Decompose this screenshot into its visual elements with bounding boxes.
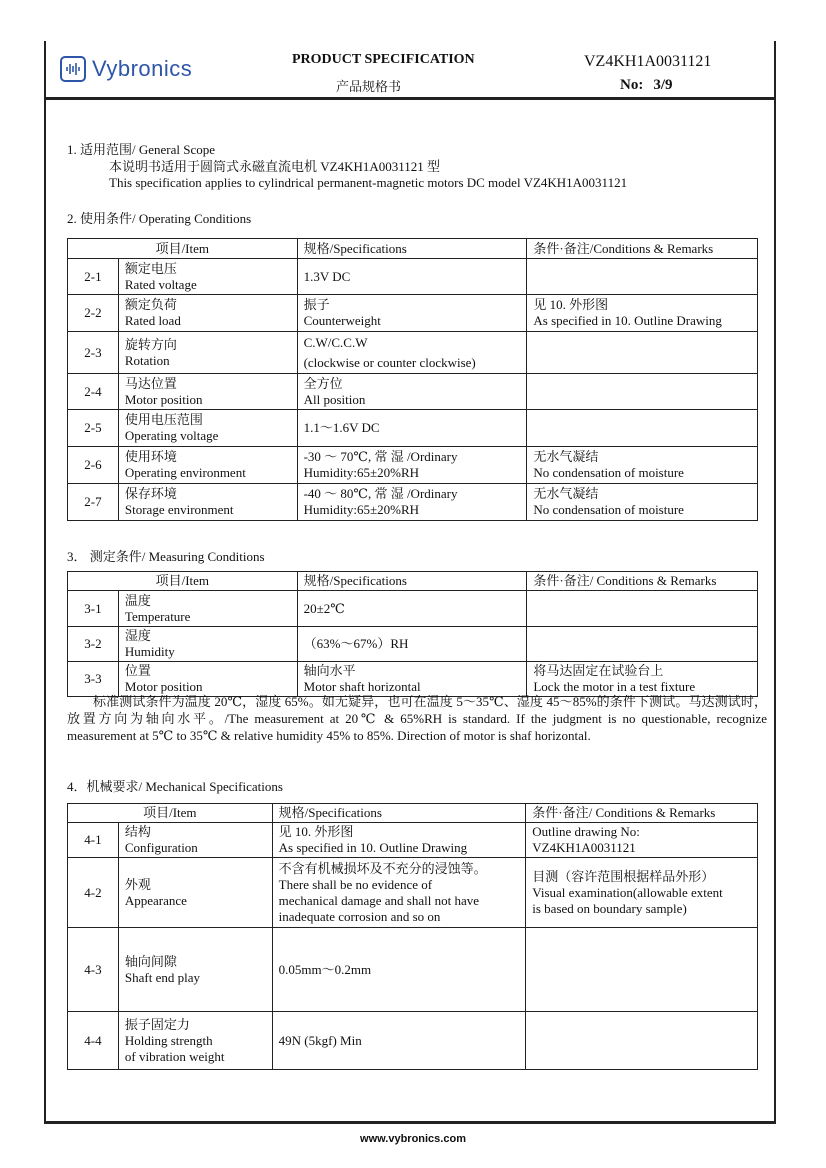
spec-line: C.W/C.C.W <box>303 334 368 350</box>
row-item <box>118 1012 272 1070</box>
row-spec <box>272 858 526 928</box>
item-en: Motor position <box>124 391 203 407</box>
row-remarks <box>527 332 758 374</box>
spec-line: inadequate corrosion and so on <box>278 908 441 924</box>
item-en: Motor position <box>124 679 203 694</box>
section-2-title: 2. 使用条件/ Operating Conditions <box>67 211 252 226</box>
remark-line: Visual examination(allowable extent <box>532 884 723 900</box>
row-spec <box>297 332 527 374</box>
row-remarks <box>527 484 758 521</box>
row-remarks <box>526 823 758 858</box>
header-remarks: 条件·备注/ Conditions & Remarks <box>527 572 758 591</box>
table-row <box>68 447 758 484</box>
table-row <box>68 1012 758 1070</box>
item-line: of vibration weight <box>124 1048 225 1064</box>
table-row <box>68 374 758 410</box>
spec-line: Motor shaft horizontal <box>303 679 421 694</box>
row-spec <box>297 591 527 627</box>
spec-line: 见 10. 外形图 <box>278 824 354 839</box>
row-spec <box>297 295 527 332</box>
row-spec <box>297 447 527 484</box>
measuring-conditions-table <box>67 571 758 697</box>
row-remarks <box>527 374 758 410</box>
item-cn: 温度 <box>124 592 151 608</box>
table-header-row <box>68 804 758 823</box>
table-row <box>68 332 758 374</box>
item-en: Rated load <box>124 313 181 328</box>
spec-line: 20±2℃ <box>303 600 345 616</box>
item-en: Temperature <box>124 608 191 624</box>
header-remarks: 条件·备注/Conditions & Remarks <box>527 239 758 259</box>
row-number: 2-4 <box>68 374 119 410</box>
spec-line: Counterweight <box>303 313 381 328</box>
page-number-label: No: <box>620 77 644 93</box>
row-number: 3-3 <box>68 662 119 697</box>
row-number: 3-1 <box>68 591 119 627</box>
table-row <box>68 484 758 521</box>
item-line: 结构 <box>124 824 151 839</box>
item-en: Rated voltage <box>124 276 197 292</box>
spec-line: （63%～67%）RH <box>303 636 409 651</box>
waveform-icon <box>60 56 86 82</box>
row-item <box>118 591 297 627</box>
table-row <box>68 858 758 928</box>
row-spec <box>272 823 526 858</box>
remark-line: 见 10. 外形图 <box>533 297 609 312</box>
operating-conditions-table <box>67 238 758 521</box>
row-item <box>118 410 297 447</box>
spec-line: 不含有机械损坏及不充分的浸蚀等。 <box>278 860 487 876</box>
row-item <box>118 858 272 928</box>
row-item <box>118 259 297 295</box>
row-number: 2-7 <box>68 484 119 521</box>
table-header-row <box>68 239 758 259</box>
row-number: 4-3 <box>68 928 119 1012</box>
spec-line: There shall be no evidence of <box>278 876 433 892</box>
remark-line: 无水气凝结 <box>533 449 599 464</box>
spec-line: Humidity:65±20%RH <box>303 502 420 517</box>
document-title: PRODUCT SPECIFICATION <box>292 52 475 67</box>
row-item <box>118 447 297 484</box>
row-remarks <box>527 295 758 332</box>
row-item <box>118 928 272 1012</box>
vybronics-logo <box>60 56 192 82</box>
remark-line: No condensation of moisture <box>533 502 684 517</box>
row-spec <box>297 410 527 447</box>
row-number: 4-1 <box>68 823 119 858</box>
row-number: 2-2 <box>68 295 119 332</box>
row-number: 3-2 <box>68 627 119 662</box>
row-spec <box>297 259 527 295</box>
spec-line: 49N (5kgf) Min <box>278 1032 362 1048</box>
page-number <box>620 77 673 94</box>
logo-text: Vybronics <box>92 56 193 81</box>
spec-line <box>304 486 521 502</box>
table-row <box>68 928 758 1012</box>
item-en: Rotation <box>124 352 170 368</box>
row-number: 2-5 <box>68 410 119 447</box>
item-en: Storage environment <box>124 502 234 517</box>
spec-line <box>304 449 521 465</box>
header-specifications: 规格/Specifications <box>272 804 526 823</box>
row-number: 2-6 <box>68 447 119 484</box>
row-item <box>118 295 297 332</box>
row-remarks <box>527 259 758 295</box>
item-cn: 使用电压范围 <box>124 412 203 427</box>
row-item <box>118 332 297 374</box>
row-number: 4-4 <box>68 1012 119 1070</box>
header-specifications: 规格/Specifications <box>297 572 527 591</box>
item-line: 轴向间隙 <box>124 953 177 969</box>
row-remarks <box>527 662 758 697</box>
row-spec <box>272 1012 526 1070</box>
spec-line: 0.05mm～0.2mm <box>278 961 372 977</box>
row-number: 2-3 <box>68 332 119 374</box>
item-cn: 位置 <box>124 663 151 678</box>
spec-line: As specified in 10. Outline Drawing <box>278 840 468 855</box>
item-en: Operating environment <box>124 465 246 480</box>
row-remarks <box>526 1012 758 1070</box>
row-item <box>118 662 297 697</box>
header-item: 项目/Item <box>68 572 298 591</box>
row-spec <box>297 627 527 662</box>
row-number: 2-1 <box>68 259 119 295</box>
item-line: Shaft end play <box>124 969 200 985</box>
row-number: 4-2 <box>68 858 119 928</box>
row-remarks <box>527 410 758 447</box>
header-item: 项目/Item <box>68 804 273 823</box>
header-remarks: 条件·备注/ Conditions & Remarks <box>526 804 758 823</box>
row-remarks <box>527 447 758 484</box>
item-cn: 使用环境 <box>124 449 177 464</box>
spec-line: 1.3V DC <box>303 268 351 284</box>
table-row <box>68 295 758 332</box>
item-line: Configuration <box>124 840 198 855</box>
item-cn: 保存环境 <box>124 486 177 501</box>
document-code: VZ4KH1A0031121 <box>584 53 712 70</box>
spec-line: mechanical damage and shall not have <box>278 892 480 908</box>
row-remarks <box>526 858 758 928</box>
row-spec <box>297 662 527 697</box>
header-specifications: 规格/Specifications <box>297 239 527 259</box>
item-line: 外观 <box>124 876 151 892</box>
row-item <box>118 374 297 410</box>
item-en: Operating voltage <box>124 428 219 443</box>
section-1-line-cn: 本说明书适用于圆筒式永磁直流电机 VZ4KH1A0031121 型 <box>109 159 441 174</box>
row-item <box>118 484 297 521</box>
remark-line: 无水气凝结 <box>533 486 599 501</box>
remark-line: No condensation of moisture <box>533 465 684 480</box>
table-row <box>68 823 758 858</box>
remark-line: 将马达固定在试验台上 <box>533 663 664 678</box>
table-header-row <box>68 572 758 591</box>
spec-line: 振子 <box>303 297 330 312</box>
item-cn: 湿度 <box>124 628 151 643</box>
row-item <box>118 823 272 858</box>
header-rule <box>44 97 776 100</box>
section-3-title: 3． 测定条件/ Measuring Conditions <box>67 549 265 564</box>
table-row <box>68 627 758 662</box>
item-line: Appearance <box>124 892 187 908</box>
item-line: 振子固定力 <box>124 1016 190 1032</box>
remark-line: Lock the motor in a test fixture <box>533 679 696 694</box>
table-row <box>68 591 758 627</box>
spec-line: Humidity:65±20%RH <box>303 465 420 480</box>
table-row <box>68 410 758 447</box>
spec-line: 轴向水平 <box>303 663 356 678</box>
spec-text: -30 ～ 70℃, 常 湿 /Ordinary <box>303 449 458 464</box>
spec-line: 全方位 <box>303 375 343 391</box>
document-subtitle: 产品规格书 <box>336 79 402 94</box>
row-spec <box>297 484 527 521</box>
remark-line: Outline drawing No: <box>532 824 640 839</box>
section-1-line-en: This specification applies to cylindrical permanent-magnetic motors DC model VZ4KH1A0031121 <box>109 175 628 190</box>
footer-url[interactable]: www.vybronics.com <box>360 1133 466 1145</box>
item-en: Humidity <box>124 644 175 659</box>
table-row <box>68 259 758 295</box>
section-4-title: 4．机械要求/ Mechanical Specifications <box>67 779 283 794</box>
spec-line: 1.1～1.6V DC <box>303 420 380 435</box>
spec-text: -40 ～ 80℃, 常 湿 /Ordinary <box>303 486 458 501</box>
remark-line: is based on boundary sample) <box>532 900 687 916</box>
spec-line: All position <box>303 391 366 407</box>
item-cn: 旋转方向 <box>124 336 177 352</box>
item-line: Holding strength <box>124 1032 213 1048</box>
item-cn: 马达位置 <box>124 375 177 391</box>
table-row <box>68 662 758 697</box>
row-spec <box>272 928 526 1012</box>
remark-line: VZ4KH1A0031121 <box>532 840 636 855</box>
row-remarks <box>526 928 758 1012</box>
remark-line: 目测（容许范围根据样品外形） <box>532 868 715 884</box>
mechanical-specifications-table <box>67 803 758 1070</box>
spec-line: (clockwise or counter clockwise) <box>303 354 476 370</box>
measurement-note: 标准测试条件为温度 20℃，湿度 65%。如无疑异，也可在温度 5～35℃、湿度 45～85%的条件下测试。马达测试时，放置方向为轴向水平。/The measurement at 20℃ & 65%RH is standard. If the judgment is no questionable, recognize measurement at 5℃ to 35℃ & relative humidity 45% to 85%. Direction of motor is shaf horizontal. <box>67 694 767 743</box>
row-remarks <box>527 591 758 627</box>
page-number-value: 3/9 <box>653 77 673 93</box>
header-item: 项目/Item <box>68 239 298 259</box>
item-cn: 额定负荷 <box>124 297 177 312</box>
remark-line: As specified in 10. Outline Drawing <box>533 313 722 328</box>
section-1-title: 1. 适用范围/ General Scope <box>67 142 216 157</box>
row-item <box>118 627 297 662</box>
row-remarks <box>527 627 758 662</box>
item-cn: 额定电压 <box>124 260 177 276</box>
row-spec <box>297 374 527 410</box>
